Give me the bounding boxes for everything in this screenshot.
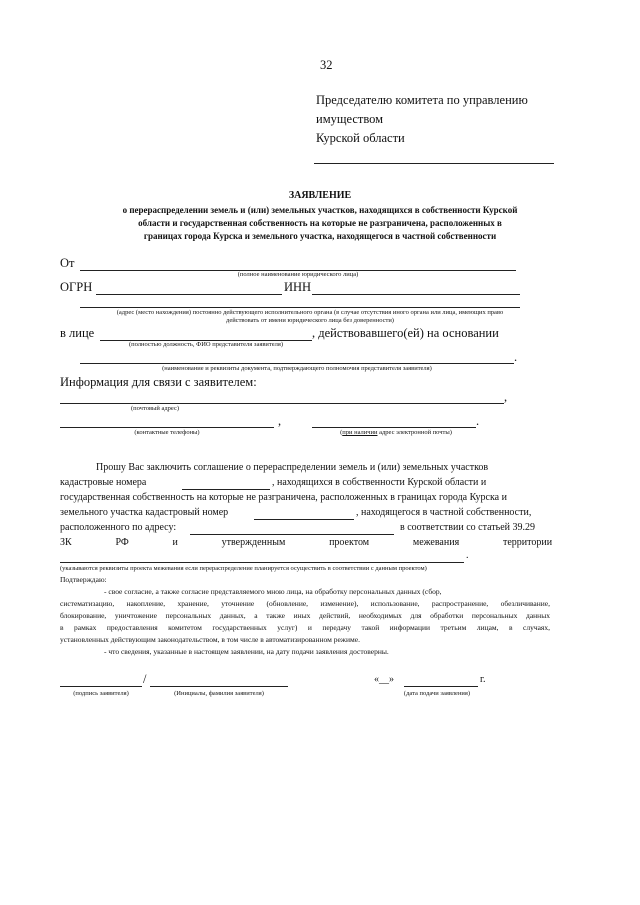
- email-caption-underlined: при наличии: [342, 429, 378, 436]
- signature-field[interactable]: [60, 686, 142, 687]
- postal-address-field[interactable]: [60, 403, 504, 404]
- body-line-2-start: кадастровые номера: [60, 477, 147, 488]
- date-day-field[interactable]: «__»: [374, 674, 394, 685]
- contact-heading: Информация для связи с заявителем:: [60, 375, 257, 389]
- authority-document-dot: .: [514, 350, 518, 364]
- confirm-heading: Подтверждаю:: [60, 575, 107, 584]
- document-title: ЗАЯВЛЕНИЕ: [288, 190, 352, 201]
- confirm-p1-line-2: систематизацию, накопление, хранение, уточнение (обновление, изменение), использование, распространение, обезличивание,: [60, 599, 550, 608]
- body-line-6: [60, 537, 552, 548]
- body-line-3: государственная собственность на которые не разграничена, расположенных в границах города Курска и: [60, 492, 507, 503]
- body-line-1: Прошу Вас заключить соглашение о перераспределении земель и (или) земельных участков: [96, 462, 489, 473]
- body-word: межевания: [412, 537, 460, 548]
- representative-caption: (полностью должность, ФИО представителя заявителя): [128, 341, 284, 348]
- address-caption-2: действовать от имени юридического лица без доверенности): [226, 317, 394, 324]
- body-word: утвержденным: [221, 537, 286, 548]
- date-caption: (дата подачи заявления): [403, 690, 471, 697]
- plot-address-field[interactable]: [190, 534, 394, 535]
- ogrn-field[interactable]: [96, 294, 282, 295]
- project-details-dot: .: [466, 550, 469, 561]
- email-caption: (при наличии адрес электронной почты): [340, 429, 452, 436]
- postal-address-comma: ,: [504, 390, 508, 404]
- addressee-line-2: имуществом: [316, 112, 384, 126]
- body-word: ЗК: [60, 537, 72, 548]
- authority-document-caption: (наименование и реквизиты документа, подтверждающего полномочия представителя заявителя): [162, 365, 432, 372]
- applicant-name-caption: (полное наименование юридического лица): [237, 271, 359, 278]
- initials-caption: (Инициалы, фамилия заявителя): [174, 690, 264, 697]
- body-line-2-end: , находящихся в собственности Курской области и: [272, 477, 487, 488]
- phones-field[interactable]: [60, 427, 274, 428]
- from-label: От: [60, 256, 75, 270]
- body-line-5-start: расположенного по адресу:: [60, 522, 177, 533]
- project-details-field[interactable]: [60, 562, 464, 563]
- date-year-suffix: г.: [480, 674, 486, 685]
- subtitle-line-1: о перераспределении земель и (или) земельных участков, находящихся в собственности Курской: [122, 205, 518, 215]
- confirm-p1-line-3: блокирование, уничтожение персональных данных, а также иных действий, необходимых для обработки персональных данных: [60, 611, 550, 620]
- body-word: территории: [502, 537, 553, 548]
- addressee-line-3: Курской области: [316, 131, 405, 145]
- inn-label: ИНН: [284, 280, 312, 294]
- project-details-caption: (указываются реквизиты проекта межевания если перераспределение планируется осуществить в соответствии с данным проектом): [60, 565, 427, 572]
- confirm-p1-line-5: установленных действующим законодательством, в том числе в автоматизированном режиме.: [60, 635, 360, 644]
- private-plot-cadastral-field[interactable]: [254, 519, 354, 520]
- body-word: РФ: [115, 537, 129, 548]
- signature-caption: (подпись заявителя): [73, 690, 129, 697]
- date-month-field[interactable]: [404, 686, 478, 687]
- body-line-4-end: , находящегося в частной собственности,: [356, 507, 532, 518]
- body-word: проектом: [329, 537, 370, 548]
- body-word: и: [172, 537, 178, 548]
- authority-document-field[interactable]: [80, 363, 514, 364]
- representative-suffix: , действовавшего(ей) на основании: [312, 326, 499, 340]
- address-caption-1: (адрес (место нахождения) постоянно действующего исполнительного органа (в случае отсутствия иного органа или лица, имеющих право: [116, 309, 504, 316]
- signature-slash: /: [143, 672, 147, 686]
- addressee-line-1: Председателю комитета по управлению: [316, 93, 528, 107]
- representative-label: в лице: [60, 326, 95, 340]
- phones-caption: (контактные телефоны): [134, 429, 200, 436]
- ogrn-label: ОГРН: [60, 280, 93, 294]
- confirm-p2: - что сведения, указанные в настоящем заявлении, на дату подачи заявления достоверны.: [104, 647, 389, 656]
- body-line-4-start: земельного участка кадастровый номер: [60, 507, 229, 518]
- postal-address-caption: (почтовый адрес): [130, 405, 180, 412]
- applicant-initials-field[interactable]: [150, 686, 288, 687]
- confirm-p1-line-1: - свое согласие, а также согласие представляемого мною лица, на обработку персональных данных (сбор,: [104, 587, 442, 596]
- applicant-address-field[interactable]: [80, 307, 520, 308]
- phones-comma: ,: [278, 414, 282, 428]
- email-dot: .: [476, 414, 480, 428]
- email-field[interactable]: [312, 427, 476, 428]
- cadastral-numbers-field[interactable]: [182, 489, 270, 490]
- page-number: 32: [320, 58, 333, 72]
- addressee-name-field[interactable]: [314, 163, 554, 164]
- confirm-p1-line-4: в рамках предоставления комитетом государственных услуг) и передачу такой информации третьим лицам, в случаях,: [60, 623, 550, 632]
- subtitle-line-2: области и государственная собственность на которые не разграничена, расположенных в: [138, 218, 502, 228]
- body-line-5-end: в соответствии со статьей 39.29: [400, 522, 535, 533]
- inn-field[interactable]: [312, 294, 520, 295]
- subtitle-line-3: границах города Курска и земельного участка, находящегося в частной собственности: [143, 231, 497, 241]
- email-caption-rest: адрес электронной почты): [377, 429, 452, 436]
